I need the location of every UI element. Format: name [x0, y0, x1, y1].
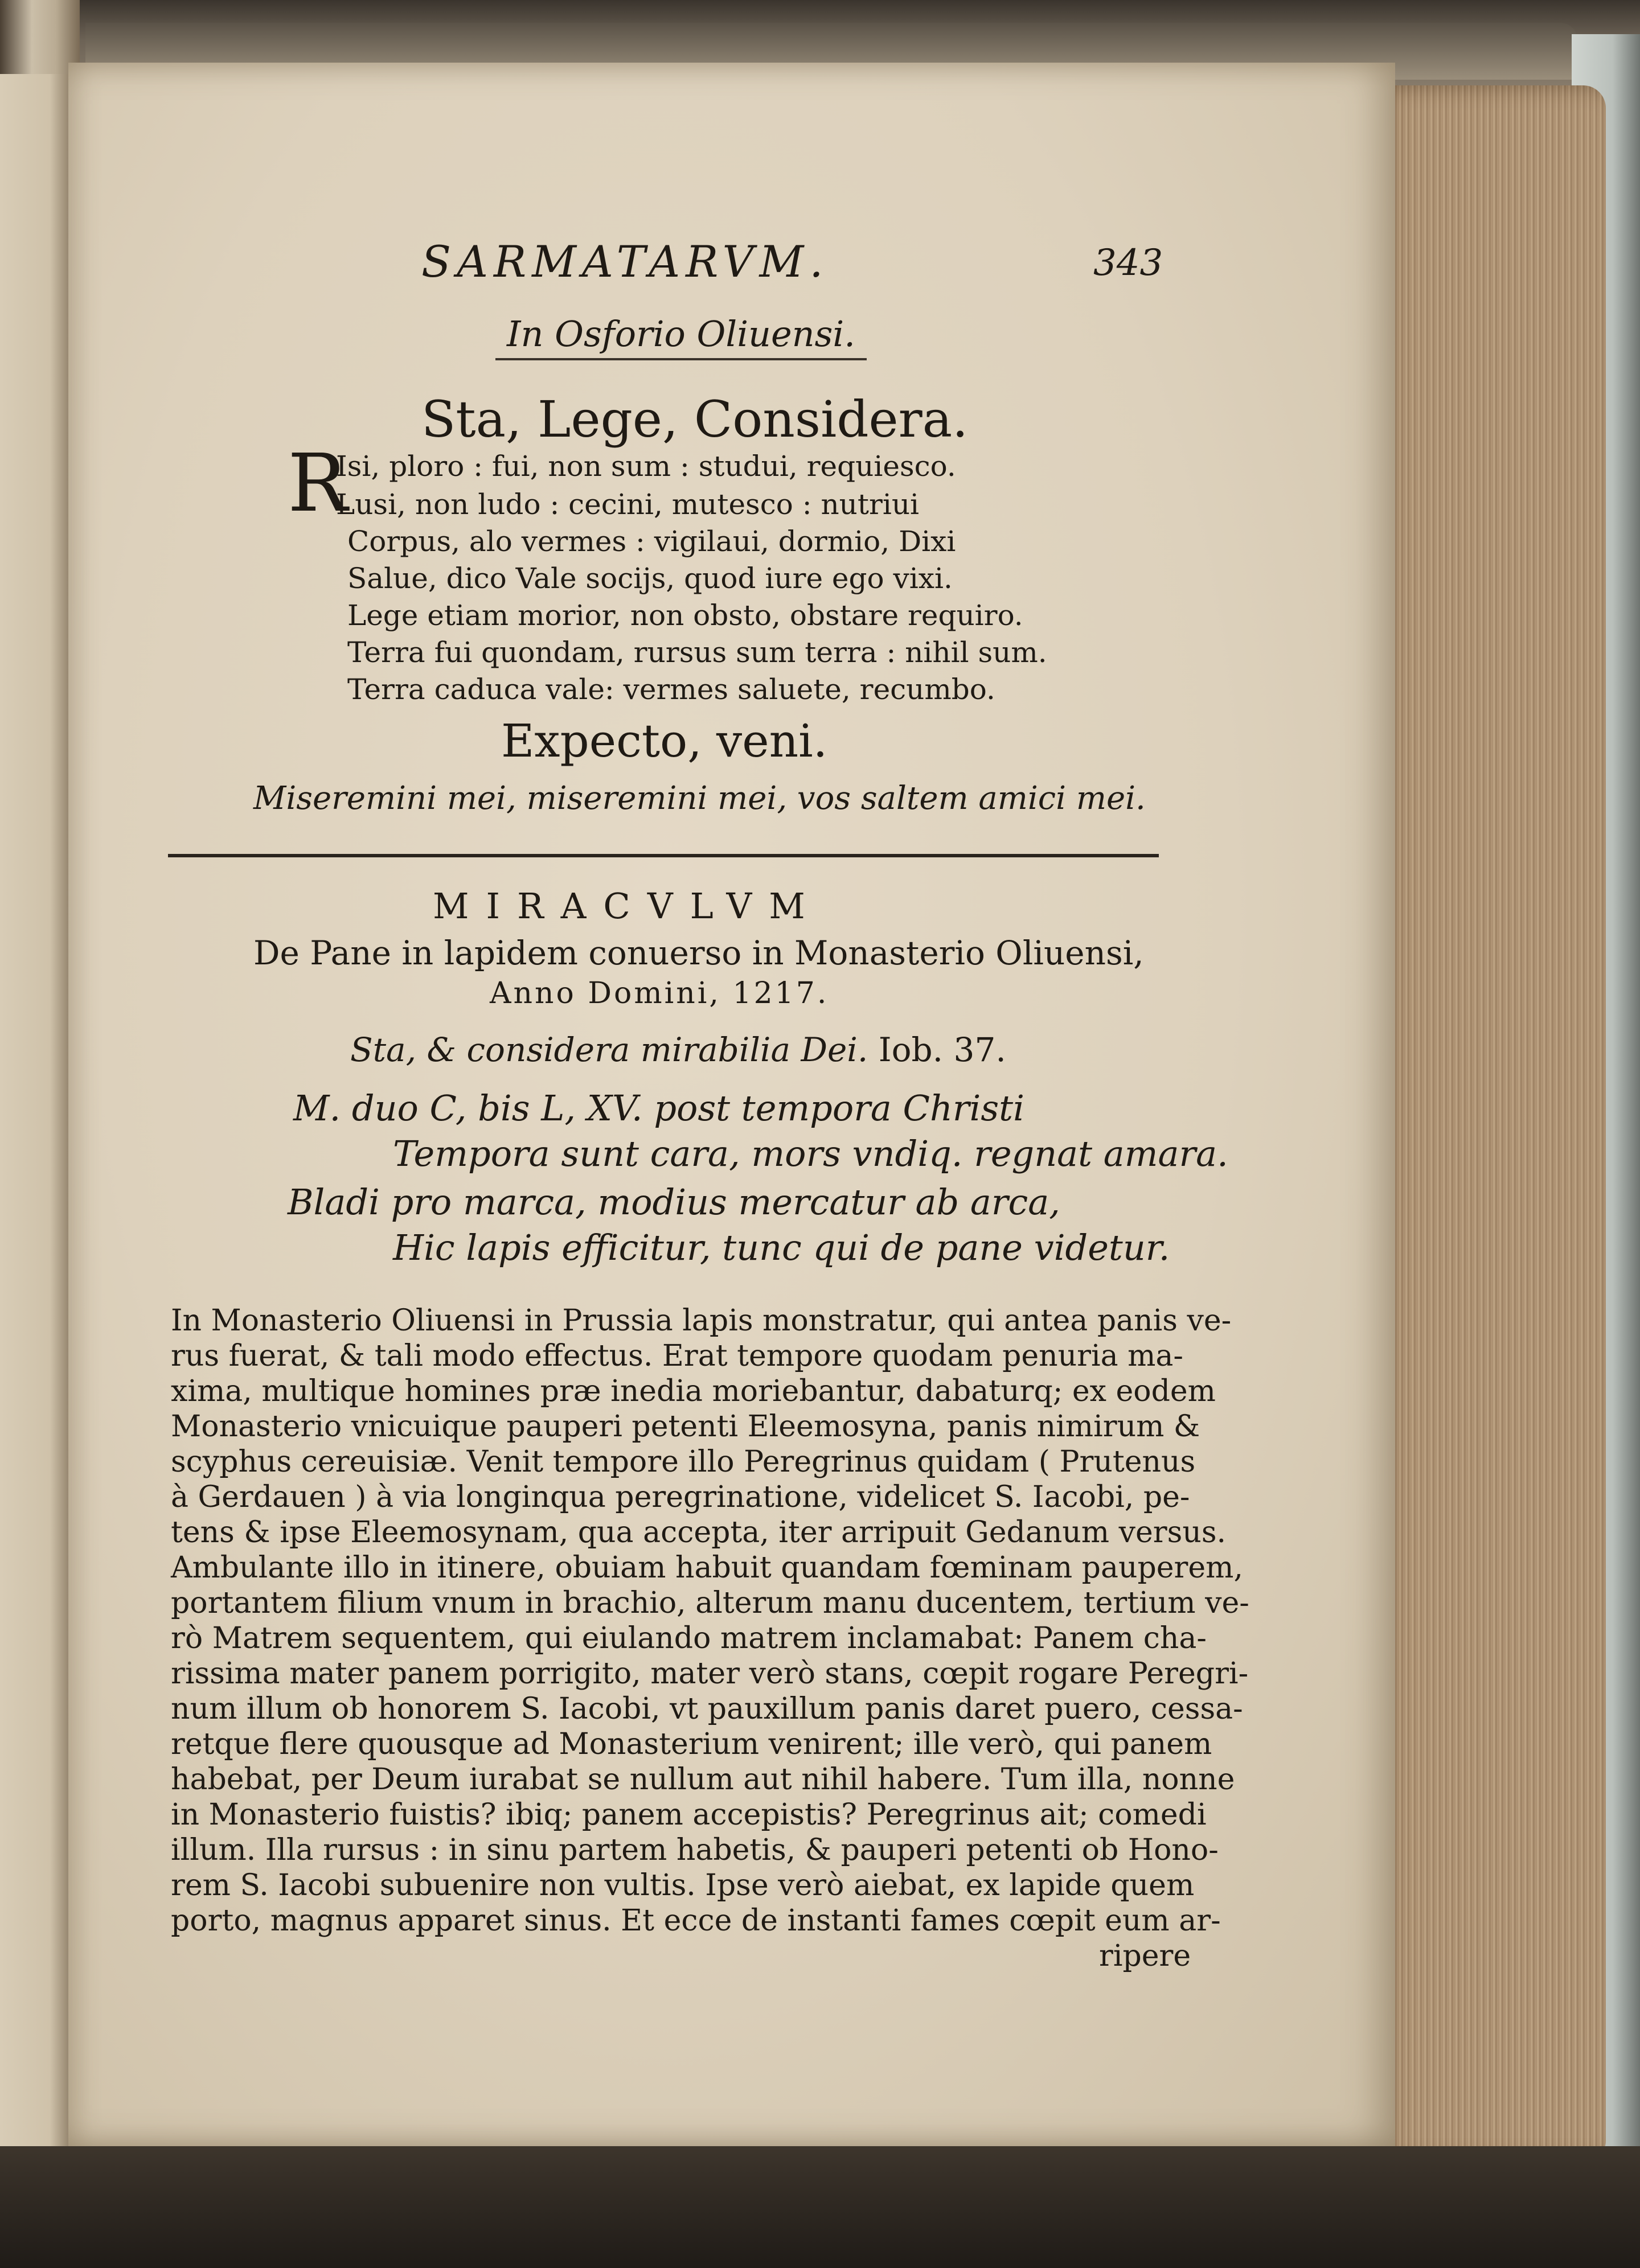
epitaph-line: Terra fui quondam, rursus sum terra : nihil sum.	[347, 636, 1047, 669]
body-line: scyphus cereuisiæ. Venit tempore illo Peregrinus quidam ( Prutenus	[171, 1445, 1196, 1479]
body-line: illum. Illa rursus : in sinu partem habetis, & pauperi petenti ob Hono-	[171, 1833, 1219, 1867]
miracle-subtitle: De Pane in lapidem conuerso in Monasterio Oliuensi,	[253, 934, 1144, 972]
body-line: rus fuerat, & tali modo effectus. Erat tempore quodam penuria ma-	[171, 1339, 1184, 1373]
body-line: porto, magnus apparet sinus. Et ecce de instanti fames cœpit eum ar-	[171, 1904, 1221, 1938]
scripture-reference: Iob. 37.	[878, 1030, 1006, 1069]
body-line: portantem filium vnum in brachio, alterum manu ducentem, tertium ve-	[171, 1586, 1249, 1620]
left-page-edge	[0, 74, 71, 2249]
miracle-title: MIRACVLVM	[433, 885, 822, 927]
catchword: ripere	[1099, 1939, 1191, 1973]
body-line: num illum ob honorem S. Iacobi, vt pauxillum panis daret puero, cessa-	[171, 1692, 1243, 1726]
epitaph-line: Terra caduca vale: vermes saluete, recumbo.	[347, 673, 995, 706]
body-line: Monasterio vnicuique pauperi petenti Eleemosyna, panis nimirum &	[171, 1410, 1200, 1444]
page-number: 343	[1093, 242, 1163, 284]
body-line: rem S. Iacobi subuenire non vultis. Ipse verò aiebat, ex lapide quem	[171, 1868, 1195, 1903]
page-block-edges	[1367, 85, 1606, 2163]
epitaph-heading: Sta, Lege, Considera.	[421, 390, 969, 449]
epitaph-closing-line: Miseremini mei, miseremini mei, vos saltem amici mei.	[253, 780, 1146, 817]
body-line: rò Matrem sequentem, qui eiulando matrem inclamabat: Panem cha-	[171, 1621, 1207, 1655]
verse-line: M. duo C, bis L, XV. post tempora Christi	[293, 1087, 1024, 1129]
background-bottom	[0, 2146, 1640, 2268]
body-line: à Gerdauen ) à via longinqua peregrinatione, videlicet S. Iacobi, pe-	[171, 1480, 1190, 1514]
body-line: tens & ipse Eleemosynam, qua accepta, iter arripuit Gedanum versus.	[171, 1515, 1227, 1550]
drop-cap: R	[288, 437, 348, 530]
miracle-date: Anno Domini, 1217.	[490, 976, 829, 1010]
verse-line: Tempora sunt cara, mors vndiq. regnat amara.	[393, 1133, 1228, 1174]
epitaph-line: Isi, ploro : fui, non sum : studui, requiesco.	[336, 450, 956, 483]
body-line: In Monasterio Oliuensi in Prussia lapis monstratur, qui antea panis ve-	[171, 1304, 1232, 1338]
scripture-quote: Sta, & considera mirabilia Dei.	[350, 1030, 868, 1069]
epitaph-line: Lege etiam morior, non obsto, obstare requiro.	[347, 599, 1023, 632]
epitaph-closing-heading: Expecto, veni.	[501, 714, 828, 767]
body-line: rissima mater panem porrigito, mater verò stans, cœpit rogare Peregri-	[171, 1657, 1249, 1691]
scripture-line	[350, 1030, 1006, 1069]
body-line: habebat, per Deum iurabat se nullum aut nihil habere. Tum illa, nonne	[171, 1762, 1235, 1797]
body-line: in Monasterio fuistis? ibiq; panem accepistis? Peregrinus ait; comedi	[171, 1798, 1207, 1832]
body-line: Ambulante illo in itinere, obuiam habuit quandam fœminam pauperem,	[171, 1551, 1243, 1585]
running-head: SARMATARVM.	[421, 236, 829, 287]
section-divider	[168, 854, 1159, 857]
epitaph-line: Lusi, non ludo : cecini, mutesco : nutriui	[336, 488, 920, 521]
body-line: xima, multique homines præ inedia moriebantur, dabaturq; ex eodem	[171, 1374, 1216, 1408]
body-line: retque flere quousque ad Monasterium venirent; ille verò, qui panem	[171, 1727, 1212, 1761]
epitaph-line: Salue, dico Vale socijs, quod iure ego vixi.	[347, 562, 953, 595]
epitaph-line: Corpus, alo vermes : vigilaui, dormio, Dixi	[347, 525, 956, 558]
epitaph-subtitle: In Osforio Oliuensi.	[495, 313, 867, 360]
verse-line: Hic lapis efficitur, tunc qui de pane videtur.	[393, 1227, 1170, 1268]
verse-line: Bladi pro marca, modius mercatur ab arca,	[288, 1181, 1060, 1223]
